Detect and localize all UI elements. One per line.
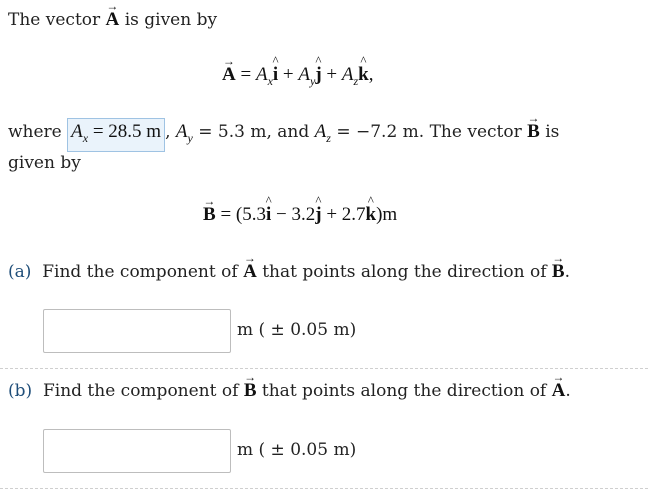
part-a-vector-a: → A	[243, 251, 257, 282]
divider-1	[0, 368, 648, 369]
eq-b-lhs: → B	[203, 194, 216, 225]
where-line: where $A_x = 28.5$ m , $A_y = 5.3$ m, and $A_z = -7.2$ m. The vector → B is	[8, 118, 559, 152]
part-b-question: (b) Find the component of → B that points along the direction of → A.	[8, 370, 571, 401]
ax-highlight: $A_x = 28.5$ m	[67, 118, 165, 152]
part-b-unit: m ( ± 0.05 m)	[237, 440, 357, 460]
vector-a-symbol: → A	[105, 0, 120, 30]
where-line-2: given by	[8, 153, 81, 173]
equation-b: → B = (5.3 ^ i − 3.2 ^ j + 2.7 ^ k)m	[203, 193, 398, 225]
part-a-vector-b: → B	[551, 251, 565, 282]
part-a-answer-input[interactable]	[43, 309, 231, 353]
intro-prefix: The vector	[8, 10, 101, 30]
part-a-question: (a) Find the component of → A that points along the direction of → B.	[8, 251, 571, 282]
vector-b-symbol: → B	[527, 111, 540, 142]
intro-suffix: is given by	[124, 10, 218, 30]
part-a-label: (a)	[8, 262, 32, 282]
intro-line	[8, 0, 218, 31]
part-b-vector-a: → A	[551, 370, 566, 401]
part-a-unit: m ( ± 0.05 m)	[237, 320, 357, 340]
equation-a: → $A = A_x$ ^ $i + A_y$ ^ $j + A_z$ ^ k,	[222, 53, 374, 88]
divider-2	[0, 488, 648, 489]
part-b-vector-b: → B	[243, 370, 257, 401]
part-b-answer-input[interactable]	[43, 429, 231, 473]
part-b-label: (b)	[8, 381, 33, 401]
eq-a-lhs: → A	[222, 54, 236, 85]
